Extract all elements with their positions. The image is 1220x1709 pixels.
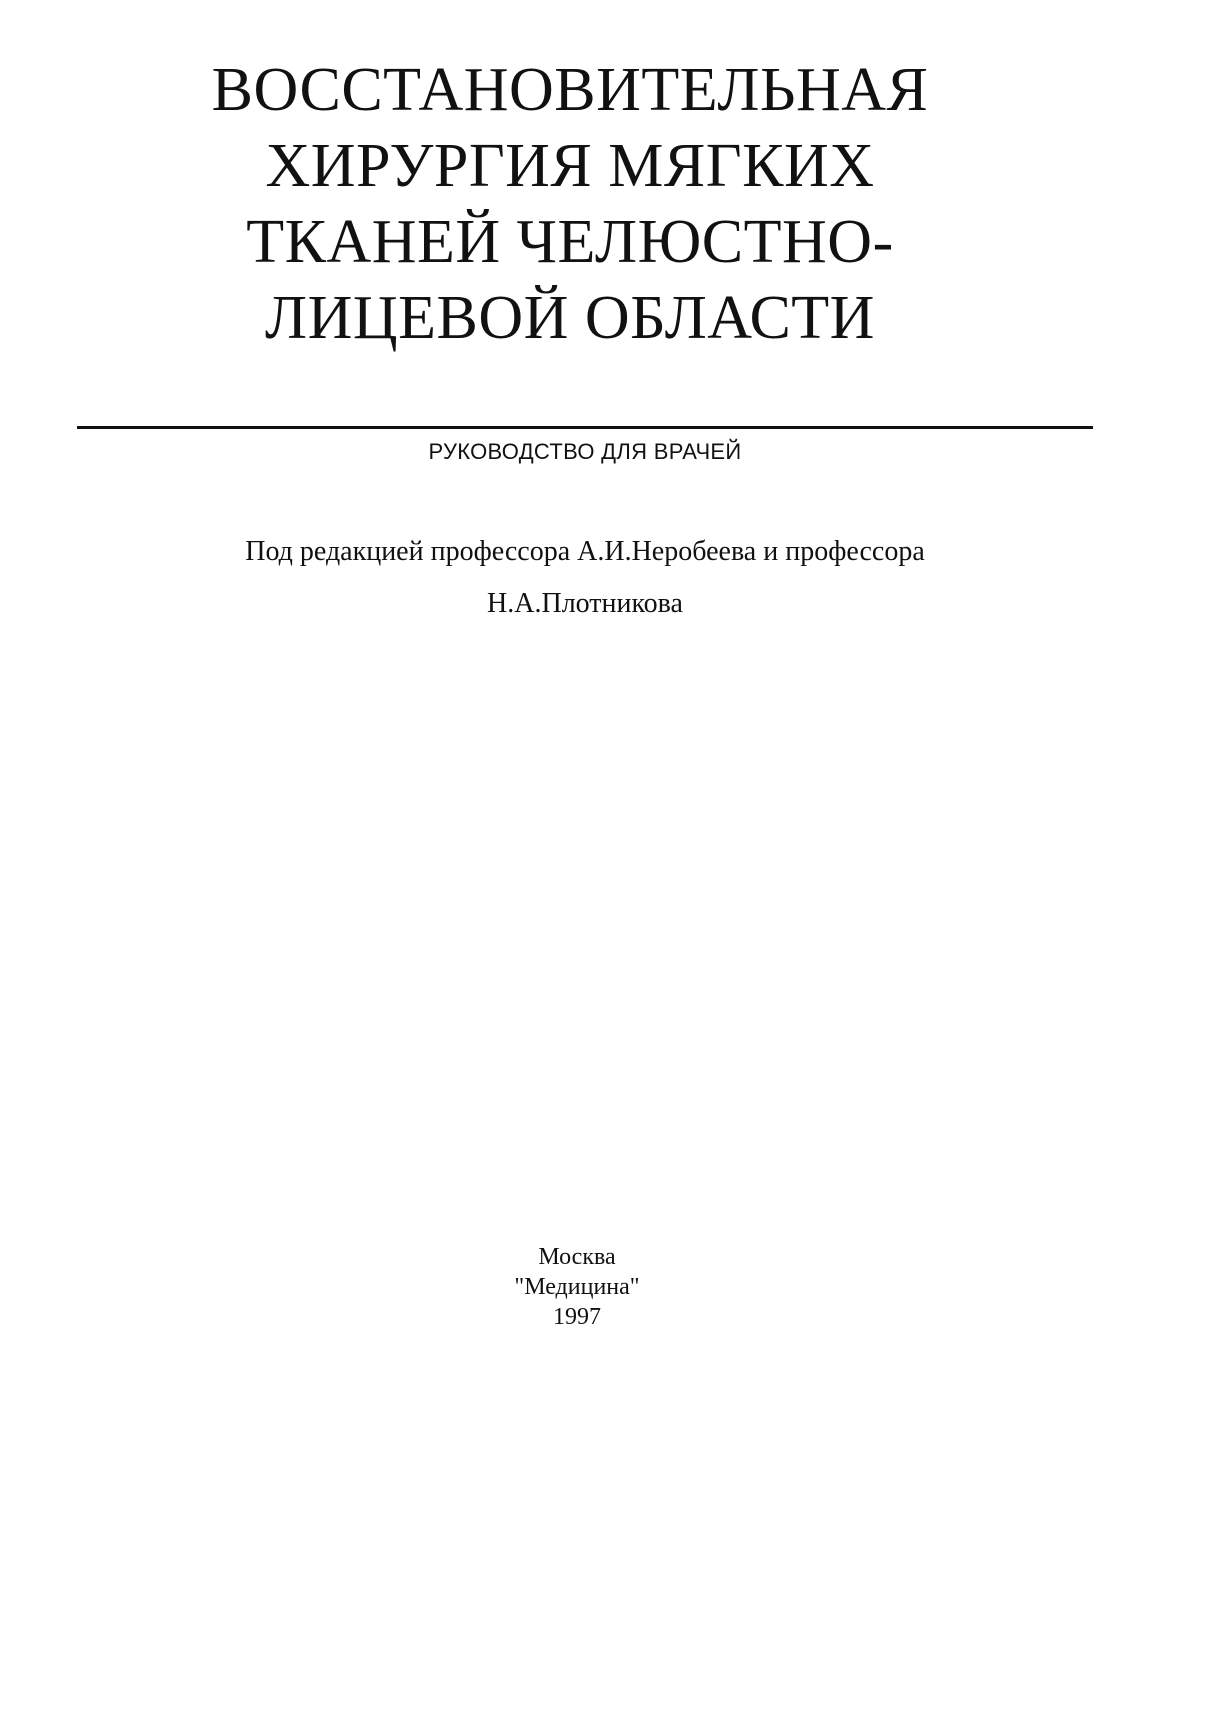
horizontal-divider — [77, 426, 1093, 429]
book-title-line-2: ХИРУРГИЯ МЯГКИХ — [265, 132, 875, 200]
book-subtitle: РУКОВОДСТВО ДЛЯ ВРАЧЕЙ — [428, 439, 742, 464]
book-title-line-4: ЛИЦЕВОЙ ОБЛАСТИ — [265, 284, 875, 352]
imprint-publisher: "Медицина" — [514, 1274, 640, 1300]
book-title-line-3: ТКАНЕЙ ЧЕЛЮСТНО- — [246, 208, 894, 276]
imprint-year: 1997 — [553, 1304, 601, 1330]
editors-credit-line-1: Под редакцией профессора А.И.Неробеева и профессора — [245, 536, 925, 567]
editors-credit — [77, 526, 1093, 630]
book-title — [140, 52, 1000, 356]
book-title-line-1: ВОССТАНОВИТЕЛЬНАЯ — [211, 56, 929, 124]
imprint-city: Москва — [538, 1244, 616, 1270]
editors-credit-line-2: Н.А.Плотникова — [487, 588, 683, 619]
imprint — [427, 1242, 727, 1332]
